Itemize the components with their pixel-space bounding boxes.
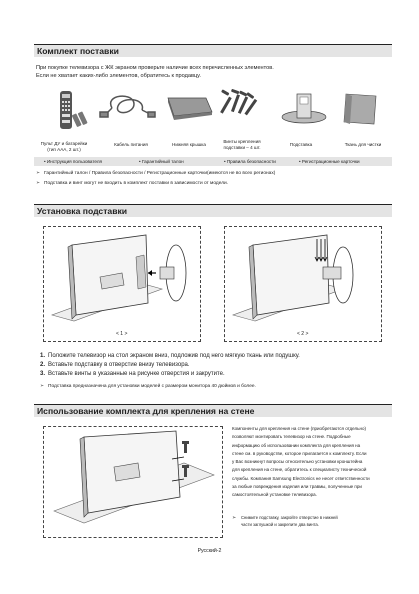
- note-arrow-icon: ➣: [40, 384, 45, 389]
- caption-remote-text: Пульт ДУ и батарейки (тип ААА, 2 шт.): [40, 141, 88, 152]
- step-3-num: 3.: [40, 371, 46, 377]
- stand-part-icon: [160, 245, 186, 301]
- wall-line-1: Компоненты для крепления на стене (приобретаются отдельно): [232, 426, 366, 431]
- caption-stand-text: Подставка: [289, 142, 313, 147]
- wall-line-9: самостоятельной установке телевизора.: [232, 492, 317, 498]
- note-arrow-icon: ➣: [232, 515, 237, 521]
- figure-wall-mount: [43, 426, 223, 538]
- step-1-text: Положите телевизор на стол экраном вниз, подложив под него мягкую ткань или подушку.: [48, 353, 300, 359]
- note-stand: [36, 181, 228, 187]
- wall-mount-drawing: [44, 427, 222, 537]
- wall-mount-description: [232, 425, 392, 500]
- page-number: Русский-2: [197, 548, 222, 554]
- package-items-drawing: [34, 84, 392, 140]
- caption-stand: [276, 142, 326, 148]
- step-2: [40, 361, 300, 370]
- item-user-manual: • Инструкция пользователя: [44, 159, 102, 164]
- step-1-num: 1.: [40, 353, 46, 359]
- wall-line-7: службы. Компания Samsung Electronics не несет ответственности: [232, 475, 370, 481]
- wall-line-8: за любые повреждения изделия или травмы, полученные при: [232, 484, 362, 490]
- caption-power-cable-text: Кабель питания: [114, 142, 148, 147]
- caption-cloth-text: Ткань для чистки: [344, 142, 382, 147]
- power-cable-icon: [100, 96, 155, 117]
- note-arrow-icon: ➣: [36, 181, 41, 186]
- intro-line-1: При покупке телевизора с ЖК экраном проверьте наличие всех перечисленных элементов.: [36, 65, 274, 71]
- intro-line-2: Если не хватает каких-либо элементов, обратитесь к продавцу.: [36, 73, 201, 79]
- batteries-icon: [72, 111, 88, 127]
- wall-mount-note: [232, 515, 392, 528]
- section-title-stand-install: Установка подставки: [34, 204, 392, 217]
- section-title-wall-mount: Использование комплекта для крепления на стене: [34, 404, 392, 417]
- figure-stand-step2: [224, 226, 382, 342]
- wall-note-line-2: части заглушкой и закрепите два винта.: [241, 521, 319, 527]
- caption-screws: [212, 139, 272, 150]
- screw-arrows-icon: [315, 239, 327, 261]
- step-3: [40, 370, 300, 379]
- intro-text: [36, 64, 386, 80]
- note-stand-text: Подставка и винт могут не входить в комплект поставки в зависимости от модели.: [44, 181, 229, 186]
- figure-label-1: < 1 >: [116, 331, 128, 337]
- item-safety: • Правила безопасности: [224, 159, 276, 164]
- note-arrow-icon: ➣: [36, 171, 41, 176]
- caption-cover-bottom-text: Нижняя крышка: [172, 142, 206, 147]
- included-items-bar: [34, 157, 392, 166]
- figure-stand-step1: [43, 226, 201, 342]
- caption-remote: [34, 141, 94, 152]
- wall-line-4: стене см. в руководстве, которое прилагается к комплекту. Если: [232, 450, 367, 456]
- step-1: [40, 352, 300, 361]
- item-registration: • Регистрационные карточки: [299, 159, 360, 164]
- step-2-num: 2.: [40, 362, 46, 368]
- package-captions: [34, 141, 392, 155]
- caption-screws-text: Винты крепления подставки – 4 шт.: [223, 139, 261, 150]
- cover-bottom-icon: [168, 98, 212, 120]
- screws-icon: [220, 89, 257, 116]
- note-warranty-text: Гарантийный талон / Правила безопасности / Регистрационные карточки(имеются не во всех регионах): [44, 171, 276, 176]
- stand-install-drawing-1: [44, 227, 200, 341]
- cleaning-cloth-icon: [344, 94, 376, 124]
- wall-line-5: у Вас возникнут вопросы относительно установки кронштейна: [232, 459, 363, 465]
- caption-cloth: [334, 142, 392, 148]
- item-warranty: • Гарантийный талон: [139, 159, 184, 164]
- step-3-text: Вставьте винты в указанные на рисунке отверстия и закрутите.: [48, 371, 225, 377]
- step-2-text: Вставьте подставку в отверстие внизу телевизора.: [48, 362, 190, 368]
- remote-icon: [60, 91, 72, 129]
- stand-install-drawing-2: [225, 227, 381, 341]
- wall-line-2: позволяют монтировать телевизор на стене. Подробные: [232, 434, 351, 440]
- stand-icon: [282, 94, 326, 123]
- section-title-package-contents: Комплект поставки: [34, 44, 392, 57]
- package-items-illustrations: [34, 84, 392, 140]
- wall-note-line-1-text: Снимите подставку, закройте отверстие в нижней: [241, 515, 338, 520]
- note-warranty: [36, 171, 275, 177]
- figure-label-2: < 2 >: [297, 331, 309, 337]
- install-steps: [40, 352, 300, 379]
- wall-line-6: для крепления на стене, обратитесь к специалисту технической: [232, 467, 367, 473]
- wall-line-3: информацию об использовании комплекта для крепления на: [232, 442, 361, 448]
- note-stand-size: [40, 384, 256, 390]
- note-stand-size-text: Подставка предназначена для установки моделей с размером монитора 40 дюймов и более.: [48, 384, 256, 389]
